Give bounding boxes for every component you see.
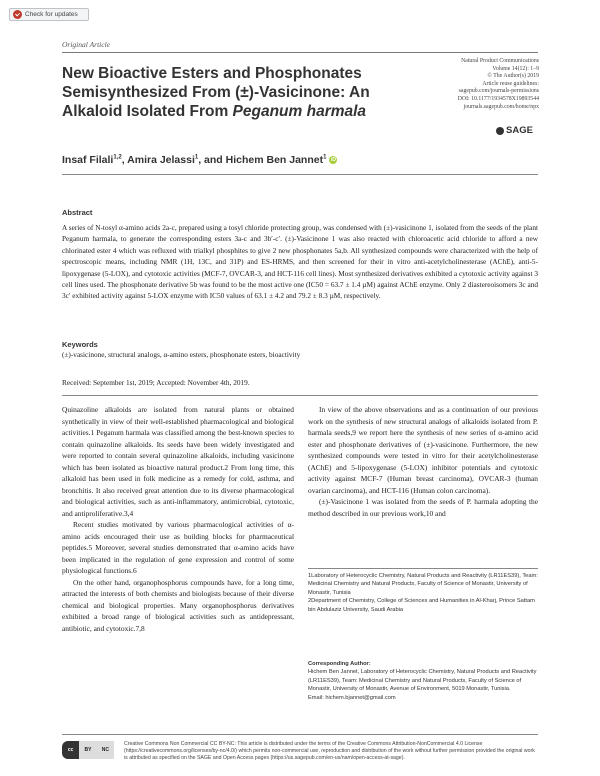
author-list — [62, 154, 337, 166]
corresponding-details: Hichem Ben Jannet, Laboratory of Heterocyclic Chemistry, Natural Products and Reactivity (LR11ES39), Team: Medicinal Chemistry and Natural Products, Faculty of Science of Monastir, University of Monastir, Avenue of Environment, 5019 Monastir, Tunisia. — [308, 669, 537, 693]
body-paragraph: (±)-Vasicinone 1 was isolated from the seeds of P. harmala adopting the method described in our previous work,10 and — [308, 497, 538, 518]
sage-logo — [496, 125, 533, 136]
divider — [62, 174, 538, 175]
article-type: Original Article — [62, 40, 110, 49]
journal-name: Natural Product Communications — [461, 58, 539, 64]
keywords-heading: Keywords — [62, 340, 98, 349]
footnote-rule — [308, 568, 538, 569]
journal-homepage-link[interactable]: journals.sagepub.com/home/npx — [463, 103, 539, 110]
affiliation-item: 2Department of Chemistry, College of Sciences and Humanities in Al-Kharj, Prince Sattam bin Abdulaziz University, Saudi Arabia — [308, 598, 535, 613]
body-paragraph: In view of the above observations and as a continuation of our previous work on the synthesis of new structural analogs of alkaloids isolated from P. harmala seeds,9 we report here the synthesis of new series of α-amino acid ester and phosphonate derivatives of (±)-vasicinone. Furthermore, the new synthesized compounds were tested in vitro for their acetylcholinesterase (AChE) and 5-lipoxygenase (5-LOX) inhibitor potentials and cytotoxic activity against MCF-7 (Human breast carcinoma), OVCAR-3 (human ovarian carcinoma), and HCT-116 (Human colon carcinoma). — [308, 405, 538, 495]
title-text: New Bioactive Esters and Phosphonates Semisynthesized From (±)-Vasicinone: An Alkaloid Isolated From — [62, 65, 370, 120]
affiliation-item: 1Laboratory of Heterocyclic Chemistry, Natural Products and Reactivity (LR11ES39), Team: Medicinal Chemistry and Natural Products, Faculty of Science of Monastir, University of Monastir, Tunisia — [308, 573, 538, 596]
body-left-column — [62, 404, 294, 634]
body-paragraph: Recent studies motivated by various pharmacological activities of α-amino acids encouraged their use as building blocks for pharmaceutical peptides.5 Moreover, several studies demonstrated that α-amino acids have been implicated in the regulation of gene expression and control of some physiological functions.6 — [62, 520, 294, 575]
author-affiliation-mark: 1,2 — [113, 154, 122, 161]
sage-logo-mark — [496, 127, 504, 135]
cc-icon: cc — [62, 741, 79, 759]
nc-icon: NC — [97, 741, 114, 759]
journal-volume: Volume 14(12): 1–9 — [492, 65, 539, 72]
journal-reuse: Article reuse guidelines: — [482, 80, 539, 87]
body-paragraph: Quinazoline alkaloids are isolated from natural plants or obtained synthetically in view of their well-established pharmacological and biological activities.1 Peganum harmala was classified among the best-known species to contain quinazoline alkaloids. Its seeds have been widely investigated and were reported to contain several quinazoline alkaloids, including vasicinone which has been isolated as bioactive natural product.2 From long time, this alkaloid has been used in folk medicine as a remedy for cold, asthma, and bronchitis. It also received great attention due to its diverse pharmacological and biological activities, such as anti-inflammatory, antimicrobial, cytotoxic, and antiproliferative.3,4 — [62, 405, 294, 518]
corresponding-heading: Corresponding Author: — [308, 661, 371, 667]
orcid-icon[interactable]: iD — [330, 157, 336, 164]
sage-logo-text: SAGE — [506, 125, 533, 136]
journal-doi[interactable]: DOI: 10.1177/1934578X19893544 — [457, 95, 539, 102]
keywords-text: (±)-vasicinone, structural analogs, α-amino esters, phosphonate esters, bioactivity — [62, 350, 301, 359]
author-separator: , — [121, 154, 128, 166]
body-paragraph: On the other hand, organophosphorus compounds have, for a long time, attracted the interests of both chemists and biologists because of their diverse chemical and biological properties. Many organophosphorus derivatives exhibited a broad range of biological activities such as antidepressant, antibiotic, and cytotoxic.7,8 — [62, 577, 294, 633]
title-species: Peganum harmala — [232, 103, 367, 120]
check-for-updates-button[interactable] — [9, 8, 89, 21]
author-affiliation-mark: 1 — [194, 154, 199, 161]
abstract-text: A series of N-tosyl α-amino acids 2a-c, prepared using a tosyl chloride protecting group, was condensed with (±)-vasicinone 1, isolated from the seeds of the plant Peganum harmala, to generate the corresponding esters 3a-c and 3b′-c′. (±)-Vasicinone 1 was also reacted with chloroacetic acid chloride to afford a new chlorinated ester 4 which was refluxed with trialkyl phosphites to give 2 new phosphonates 5a,b. All synthesized compounds were characterized with the help of spectroscopic means, including NMR (1H, 13C, and 31P) and ES-HRMS, and then screened for their in vitro anti-acetylcholinesterase (AChE), anti-5-lipoxygenase (5-LOX), and cytotoxic activities (MCF-7, OVCAR-3, and HCT-116 cell lines). Most synthesized derivatives exhibited a cytotoxic activity against 3 cell lines used. The phosphonate derivative 5b was found to be the most active one (IC50 = 63.7 ± 1.4 µM) against AChE enzyme. Only 2 diastereoisomers 3c and 3c′ exhibited activity against 5-LOX enzyme with IC50 values of 63.1 ± 4.2 and 79.2 ± 8.3 µM, respectively. — [62, 223, 538, 301]
author-name: Hichem Ben Jannet — [225, 154, 324, 166]
body-right-column — [308, 404, 538, 519]
author-separator: , and — [198, 154, 226, 166]
author-name: Amira Jelassi — [127, 154, 195, 166]
journal-permissions-link[interactable]: sagepub.com/journals-permissions — [458, 88, 539, 95]
by-icon: BY — [79, 741, 96, 759]
abstract-heading: Abstract — [62, 208, 93, 217]
author-affiliation-mark: 1 — [323, 154, 327, 161]
received-dates: Received: September 1st, 2019; Accepted: November 4th, 2019. — [62, 378, 250, 387]
author-name: Insaf Filali — [62, 154, 114, 166]
header-rule — [62, 52, 538, 53]
divider — [62, 734, 538, 735]
corresponding-author — [308, 660, 538, 702]
divider — [62, 395, 538, 396]
cc-license-logo[interactable] — [62, 741, 114, 759]
abstract-body — [62, 222, 538, 302]
journal-copyright: © The Author(s) 2019 — [487, 73, 539, 80]
article-title — [62, 64, 397, 121]
license-text: Creative Commons Non Commercial CC BY-NC: This article is distributed under the terms of the Creative Commons Attribution-NonCommercial 4.0 License (https://creativecommons.org/licenses/by-nc/4.0/) which permits non-commercial use, reproduction and distribution of the work without further permission provided the original work is attributed as specified on the SAGE and Open Access pages (https://us.sagepub.com/en-us/nam/open-access-at-sage). — [124, 741, 535, 762]
journal-info — [415, 58, 539, 111]
corresponding-email[interactable]: Email: hichem.bjannet@gmail.com — [308, 694, 396, 701]
check-updates-icon — [13, 10, 22, 19]
affiliations — [308, 572, 538, 614]
check-updates-label: Check for updates — [25, 11, 78, 18]
